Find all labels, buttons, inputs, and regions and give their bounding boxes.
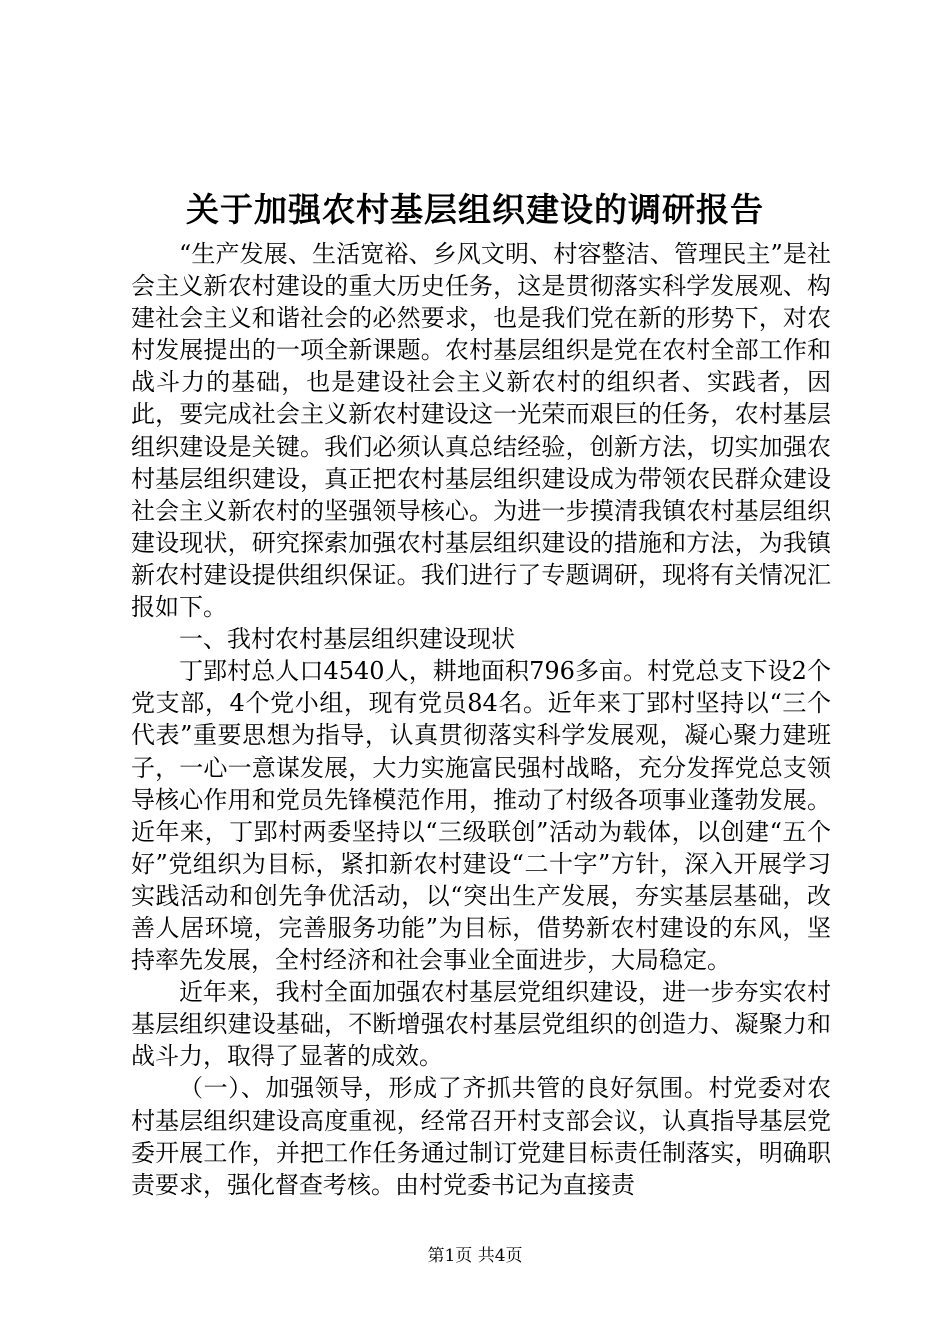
section-heading: 一、我村农村基层组织建设现状 <box>179 625 515 654</box>
page-footer: 第1页 共4页 <box>427 1246 523 1266</box>
paragraph-intro: “生产发展、生活宽裕、乡风文明、村容整洁、管理民主”是社会主义新农村建设的重大历史任务，这是贯彻落实科学发展观、构建社会主义和谐社会的必然要求，也是我们党在新的形势下，对农村发展提出的一项全新课题。农村基层组织是党在农村全部工作和战斗力的基础，也是建设社会主义新农村的组织者、实践者，因此，要完成社会主义新农村建设这一光荣而艰巨的任务，农村基层组织建设是关键。我们必须认真总结经验，创新方法，切实加强农村基层组织建设，真正把农村基层组织建设成为带领农民群众建设社会主义新农村的坚强领导核心。为进一步摸清我镇农村基层组织建设现状，研究探索加强农村基层组织建设的措施和方法，为我镇新农村建设提供组织保证。我们进行了专题调研，现将有关情况汇报如下。 <box>131 240 831 622</box>
paragraph-achievements: 近年来，我村全面加强农村基层党组织建设，进一步夯实农村基层组织建设基础，不断增强农村基层党组织的创造力、凝聚力和战斗力，取得了显著的成效。 <box>131 978 831 1071</box>
document-body <box>131 238 831 1201</box>
document-title: 关于加强农村基层组织建设的调研报告 <box>186 190 764 229</box>
paragraph-village-overview: 丁郢村总人口4540人，耕地面积796多亩。村党总支下设2个党支部，4个党小组，现有党员84名。近年来丁郢村坚持以“三个代表”重要思想为指导，认真贯彻落实科学发展观，凝心聚力建班子，一心一意谋发展，大力实施富民强村战略，充分发挥党总支领导核心作用和党员先锋模范作用，推动了村级各项事业蓬勃发展。近年来，丁郢村两委坚持以“三级联创”活动为载体，以创建“五个好”党组织为目标，紧扣新农村建设“二十字”方针，深入开展学习实践活动和创先争优活动，以“突出生产发展，夯实基层基础，改善人居环境，完善服务功能”为目标，借势新农村建设的东风，坚持率先发展，全村经济和社会事业全面进步，大局稳定。 <box>131 657 831 975</box>
paragraph-leadership: （一）、加强领导，形成了齐抓共管的良好氛围。村党委对农村基层组织建设高度重视，经常召开村支部会议，认真指导基层党委开展工作，并把工作任务通过制订党建目标责任制落实，明确职责要求，强化督查考核。由村党委书记为直接责 <box>131 1074 831 1199</box>
